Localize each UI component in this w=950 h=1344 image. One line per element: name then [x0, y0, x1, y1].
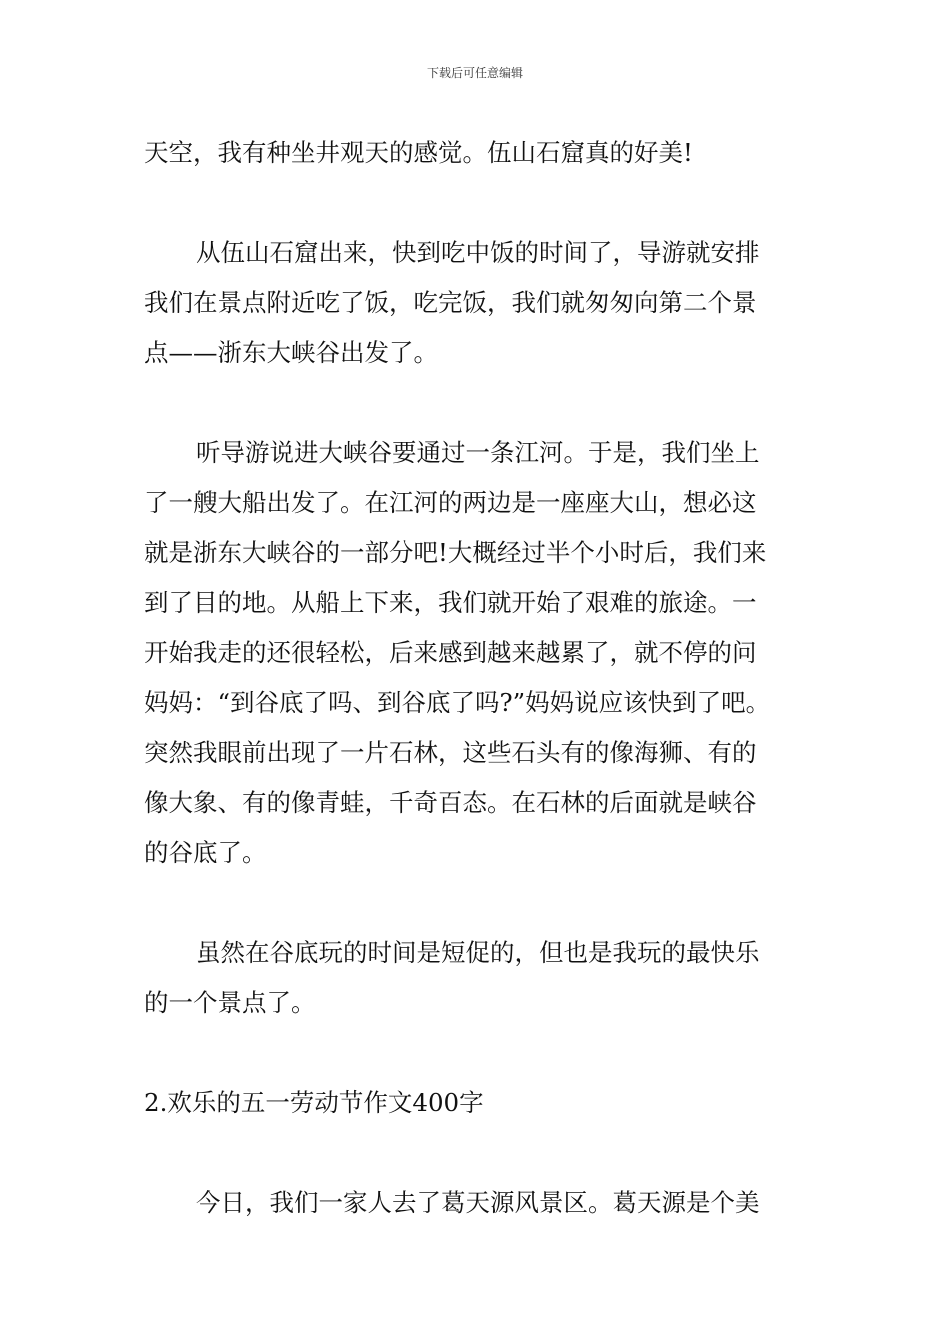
paragraph-gap: [144, 878, 814, 928]
text-line: 突然我眼前出现了一片石林，这些石头有的像海狮、有的: [144, 738, 757, 767]
page-header: 下载后可任意编辑: [426, 66, 523, 80]
text-line: 像大象、有的像青蛙，千奇百态。在石林的后面就是峡谷: [144, 788, 757, 817]
paragraph-5: [144, 1178, 814, 1228]
text-line: 虽然在谷底玩的时间是短促的，但也是我玩的最快乐: [196, 938, 760, 967]
paragraph-4: [144, 928, 814, 1028]
text-line: 妈妈：“到谷底了吗、到谷底了吗?”妈妈说应该快到了吧。: [144, 688, 771, 717]
text-line: 点——浙东大峡谷出发了。: [144, 338, 438, 367]
heading-text: 2.欢乐的五一劳动节作文400字: [144, 1088, 484, 1117]
paragraph-gap: [144, 378, 814, 428]
text-line: 开始我走的还很轻松，后来感到越来越累了，就不停的问: [144, 638, 757, 667]
text-line: 的一个景点了。: [144, 988, 316, 1017]
text-line: 听导游说进大峡谷要通过一条江河。于是，我们坐上: [196, 438, 760, 467]
text-line: 今日，我们一家人去了葛天源风景区。葛天源是个美: [196, 1188, 760, 1217]
paragraph-gap: [144, 1028, 814, 1078]
text-line: 了一艘大船出发了。在江河的两边是一座座大山，想必这: [144, 488, 757, 517]
paragraph-gap: [144, 178, 814, 228]
text-line: 天空，我有种坐井观天的感觉。伍山石窟真的好美!: [144, 138, 693, 167]
paragraph-gap: [144, 1128, 814, 1178]
text-line: 到了目的地。从船上下来，我们就开始了艰难的旅途。一: [144, 588, 757, 617]
text-line: 我们在景点附近吃了饭，吃完饭，我们就匆匆向第二个景: [144, 288, 757, 317]
section-heading: [144, 1078, 814, 1128]
paragraph-3: [144, 428, 814, 878]
text-line: 的谷底了。: [144, 838, 267, 867]
text-line: 就是浙东大峡谷的一部分吧!大概经过半个小时后，我们来: [144, 538, 767, 567]
paragraph-2: [144, 228, 814, 378]
paragraph-1: [144, 128, 814, 178]
document-body: [144, 128, 814, 1228]
text-line: 从伍山石窟出来，快到吃中饭的时间了，导游就安排: [196, 238, 760, 267]
